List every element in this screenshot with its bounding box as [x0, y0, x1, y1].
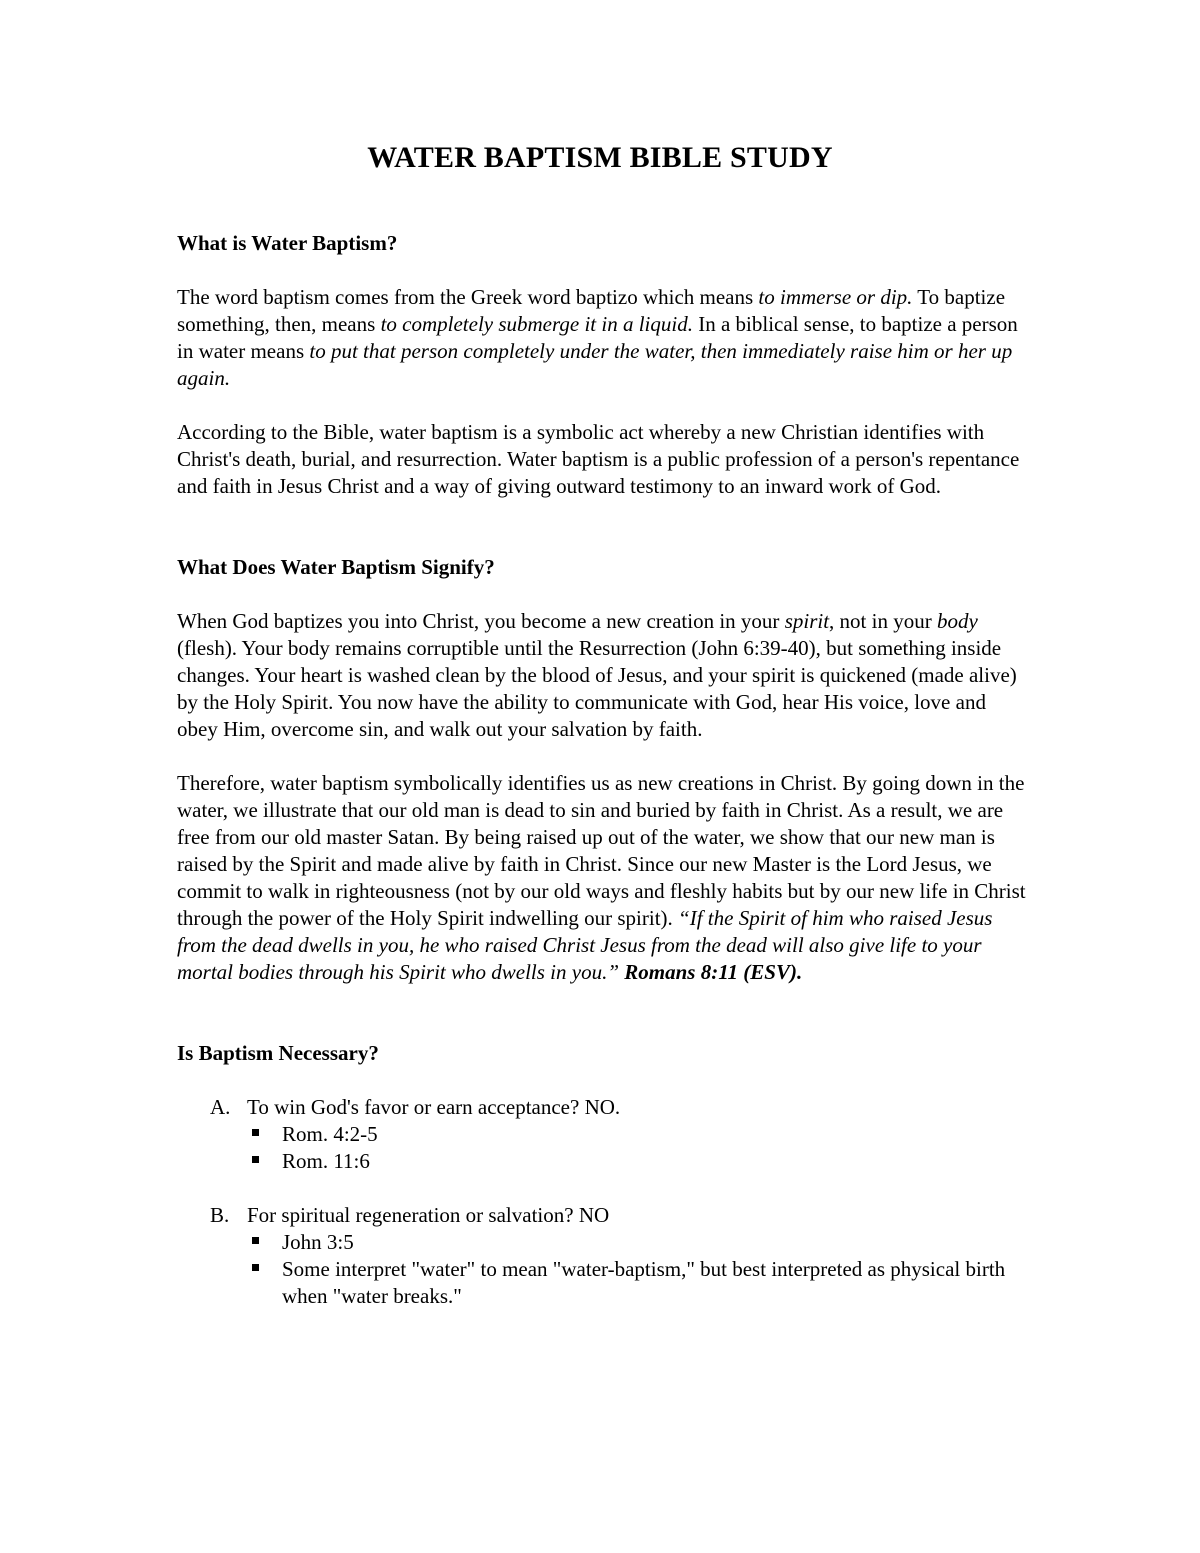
text-run: In a biblical sense, to baptize a person in water means	[177, 312, 1018, 363]
sub-list	[247, 1121, 1027, 1175]
sub-item-text: John 3:5	[282, 1230, 354, 1254]
text-run: , not in your	[829, 609, 937, 633]
text-run: (flesh). Your body remains corruptible until the Resurrection (John 6:39-40), but something inside changes. Your heart is washed clean by the blood of Jesus, and your spirit is quickened (made alive) by the Holy Spirit. You now have the ability to communicate with God, hear His voice, love and obey Him, overcome sin, and walk out your salvation by faith.	[177, 636, 1017, 741]
scripture-quote: “If the Spirit of him who raised Jesus from the dead dwells in you, he who raised Christ Jesus from the dead will also give life to your mortal bodies through his Spirit who dwells in you.”	[177, 906, 993, 984]
sub-item-text: Some interpret "water" to mean "water-baptism," but best interpreted as physical birth when "water breaks."	[282, 1257, 1006, 1308]
paragraph-definition	[177, 284, 1027, 392]
section-heading-signify: What Does Water Baptism Signify?	[177, 555, 495, 579]
paragraph-according: According to the Bible, water baptism is a symbolic act whereby a new Christian identifies with Christ's death, burial, and resurrection. Water baptism is a public profession of a person's repentance and faith in Jesus Christ and a way of giving outward testimony to an inward work of God.	[177, 420, 1020, 498]
italic-word: body	[936, 609, 978, 633]
outline-item-a	[177, 1094, 1027, 1175]
square-bullet-icon	[252, 1264, 259, 1271]
list-item	[247, 1121, 1027, 1148]
text-run: The word baptism comes from the Greek word baptizo which means	[177, 285, 759, 309]
outline-item-b	[177, 1202, 1027, 1310]
section-heading-what-is: What is Water Baptism?	[177, 231, 398, 255]
section-heading-necessary: Is Baptism Necessary?	[177, 1041, 379, 1065]
list-item	[247, 1256, 1027, 1310]
document-title: WATER BAPTISM BIBLE STUDY	[367, 141, 833, 174]
italic-word: spirit	[784, 609, 830, 633]
square-bullet-icon	[252, 1237, 259, 1244]
list-item	[247, 1148, 1027, 1175]
outline-text: For spiritual regeneration or salvation? NO	[247, 1203, 610, 1227]
text-run: Therefore, water baptism symbolically identifies us as new creations in Christ. By going down in the water, we illustrate that our old man is dead to sin and buried by faith in Christ. As a result, we are free from our old master Satan. By being raised up out of the water, we show that our new man is raised by the Spirit and made alive by faith in Christ. Since our new Master is the Lord Jesus, we commit to walk in righteousness (not by our old ways and fleshly habits but by our new life in Christ through the power of the Holy Spirit indwelling our spirit).	[177, 771, 1026, 930]
italic-phrase: to immerse or dip.	[758, 285, 913, 309]
outline-letter: A.	[210, 1095, 231, 1119]
sub-item-text: Rom. 11:6	[282, 1149, 370, 1173]
italic-phrase: to put that person completely under the water, then immediately raise him or her up again.	[177, 339, 1013, 390]
sub-item-text: Rom. 4:2-5	[282, 1122, 378, 1146]
outline-list	[177, 1094, 1027, 1310]
scripture-reference: Romans 8:11 (ESV).	[624, 960, 803, 984]
paragraph-therefore	[177, 770, 1027, 986]
square-bullet-icon	[252, 1129, 259, 1136]
document-body	[177, 230, 1027, 1310]
italic-phrase: to completely submerge it in a liquid.	[380, 312, 693, 336]
list-item	[247, 1229, 1027, 1256]
text-run: When God baptizes you into Christ, you become a new creation in your	[177, 609, 785, 633]
outline-text: To win God's favor or earn acceptance? NO.	[247, 1095, 621, 1119]
text-run: To baptize something, then, means	[177, 285, 1006, 336]
square-bullet-icon	[252, 1156, 259, 1163]
sub-list	[247, 1229, 1027, 1310]
paragraph-new-creation	[177, 608, 1027, 743]
outline-letter: B.	[210, 1203, 230, 1227]
